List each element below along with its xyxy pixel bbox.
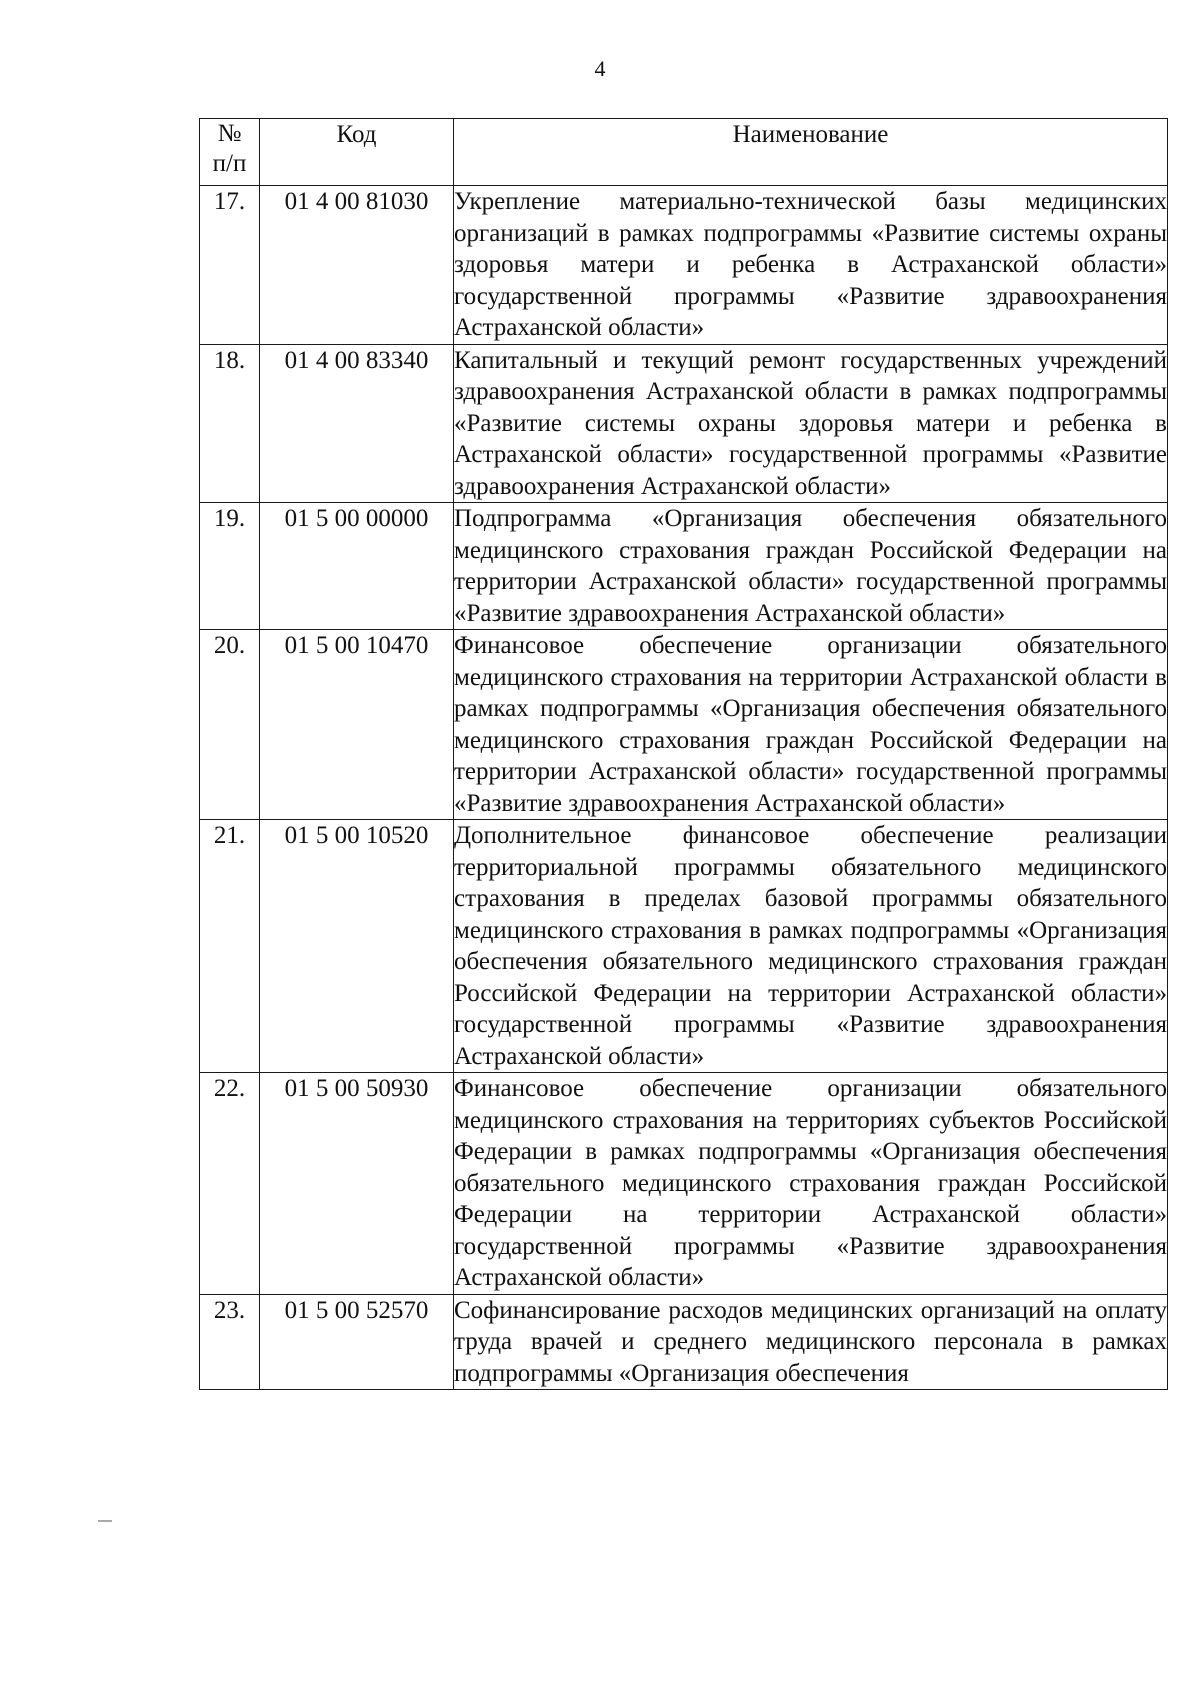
row-code: 01 5 00 00000 [260,503,454,630]
table-header-row [200,119,1168,186]
table-row [200,820,1168,1073]
row-number: 20. [200,630,260,820]
row-code: 01 5 00 50930 [260,1073,454,1295]
table-row [200,503,1168,630]
page-number: 4 [594,56,606,81]
row-number: 21. [200,820,260,1073]
header-code: Код [260,119,454,186]
row-name: Софинансирование расходов медицинских организаций на оплату труда врачей и среднего медицинского персонала в рамках подпрограммы «Организация обеспечения [454,1294,1168,1390]
row-name: Финансовое обеспечение организации обязательного медицинского страхования на территории Астраханской области в рамках подпрограммы «Организация обеспечения обязательного медицинского страхования граждан Российской Федерации на территории Астраханской области» государственной программы «Развитие здравоохранения Астраханской области» [454,630,1168,820]
row-name: Финансовое обеспечение организации обязательного медицинского страхования на территориях субъектов Российской Федерации в рамках подпрограммы «Организация обеспечения обязательного медицинского страхования граждан Российской Федерации на территории Астраханской области» государственной программы «Развитие здравоохранения Астраханской области» [454,1073,1168,1295]
row-code: 01 5 00 10470 [260,630,454,820]
table-row [200,630,1168,820]
row-number: 18. [200,344,260,503]
row-name: Капитальный и текущий ремонт государственных учреждений здравоохранения Астраханской области в рамках подпрограммы «Развитие системы охраны здоровья матери и ребенка в Астраханской области» государственной программы «Развитие здравоохранения Астраханской области» [454,344,1168,503]
header-num [200,119,260,186]
header-num-abbr: п/п [212,150,247,177]
table-row [200,1294,1168,1390]
table-row [200,186,1168,345]
row-number: 23. [200,1294,260,1390]
row-name: Укрепление материально-технической базы медицинских организаций в рамках подпрограммы «Развитие системы охраны здоровья матери и ребенка в Астраханской области» государственной программы «Развитие здравоохранения Астраханской области» [454,186,1168,345]
budget-code-table [199,118,1168,1390]
row-number: 19. [200,503,260,630]
row-code: 01 5 00 10520 [260,820,454,1073]
scan-mark [98,1520,112,1522]
header-name: Наименование [454,119,1168,186]
row-code: 01 4 00 81030 [260,186,454,345]
row-code: 01 5 00 52570 [260,1294,454,1390]
table-row [200,1073,1168,1295]
row-code: 01 4 00 83340 [260,344,454,503]
row-name: Подпрограмма «Организация обеспечения обязательного медицинского страхования граждан Российской Федерации на территории Астраханской области» государственной программы «Развитие здравоохранения Астраханской области» [454,503,1168,630]
header-num-symbol: № [217,120,242,147]
table-row [200,344,1168,503]
row-number: 22. [200,1073,260,1295]
row-name: Дополнительное финансовое обеспечение реализации территориальной программы обязательного медицинского страхования в пределах базовой программы обязательного медицинского страхования в рамках подпрограммы «Организация обеспечения обязательного медицинского страхования граждан Российской Федерации на территории Астраханской области» государственной программы «Развитие здравоохранения Астраханской области» [454,820,1168,1073]
row-number: 17. [200,186,260,345]
